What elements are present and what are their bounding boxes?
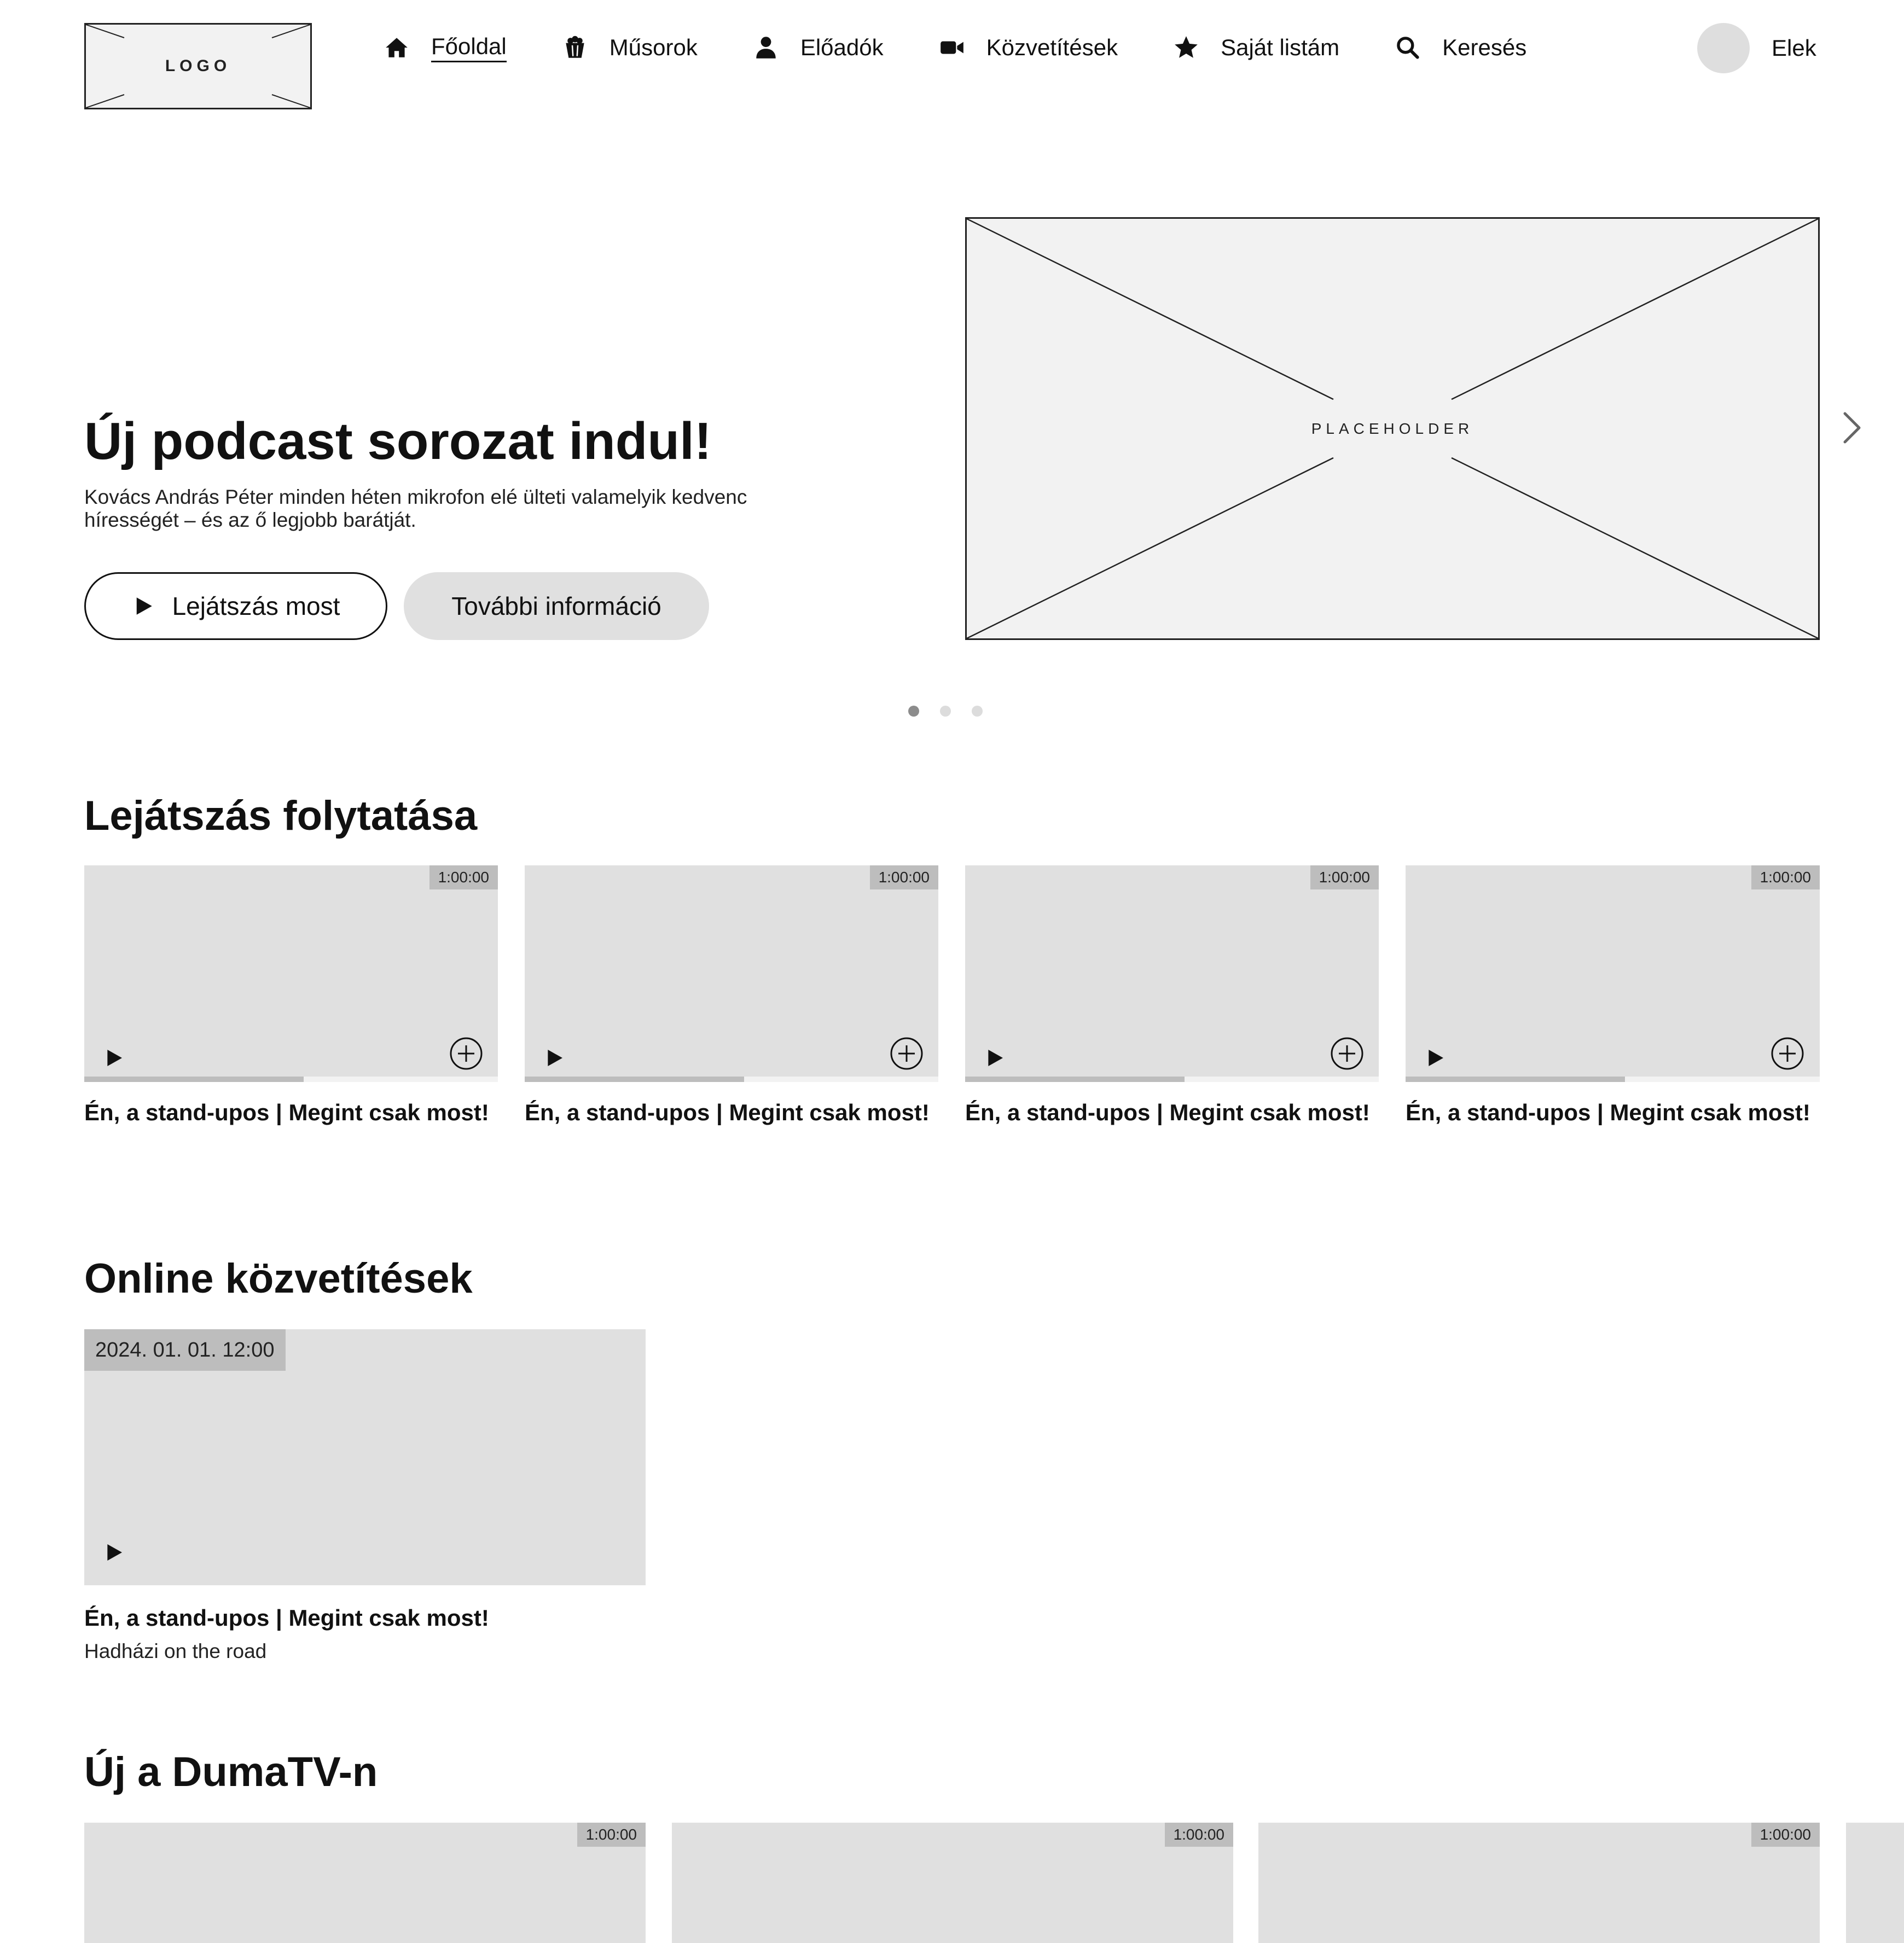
duration-badge: 1:00:00 — [1751, 865, 1820, 889]
play-icon — [132, 595, 155, 618]
continue-card-title[interactable]: Én, a stand-upos | Megint csak most! — [965, 1100, 1370, 1125]
progress-fill — [84, 1077, 304, 1082]
nav-item-search[interactable] — [1394, 34, 1526, 61]
add-to-list-icon[interactable] — [1330, 1036, 1365, 1071]
continue-card-thumbnail[interactable] — [1406, 865, 1820, 1082]
video-camera-icon — [938, 34, 966, 61]
duration-badge: 1:00:00 — [577, 1823, 646, 1847]
nav-label-performers: Előadók — [800, 34, 884, 60]
logo-text: LOGO — [165, 57, 231, 75]
nav-item-broadcasts[interactable] — [938, 34, 1118, 61]
live-card-thumbnail[interactable] — [84, 1329, 646, 1585]
play-icon[interactable] — [1424, 1047, 1446, 1069]
nav-item-home[interactable] — [383, 33, 507, 62]
hero-description: Kovács András Péter minden héten mikrofon elé ülteti valamelyik kedvenc hírességét – és az ő legjobb barátját. — [84, 486, 747, 531]
continue-card-title[interactable]: Én, a stand-upos | Megint csak most! — [84, 1100, 489, 1125]
nav-label-shows: Műsorok — [609, 34, 698, 60]
play-icon[interactable] — [984, 1047, 1006, 1069]
duration-badge: 1:00:00 — [429, 865, 498, 889]
chevron-right-icon[interactable] — [1838, 410, 1867, 445]
main-nav — [383, 31, 1526, 65]
nav-label-home: Főoldal — [431, 33, 507, 62]
carousel-dot-3[interactable] — [972, 706, 983, 717]
progress-bar — [84, 1077, 498, 1082]
live-section-title: Online közvetítések — [84, 1255, 473, 1302]
hero-title: Új podcast sorozat indul! — [84, 412, 712, 470]
nav-label-my-list: Saját listám — [1221, 34, 1340, 60]
user-menu[interactable] — [1697, 23, 1816, 73]
nav-item-shows[interactable] — [561, 34, 698, 61]
new-card-thumbnail[interactable] — [672, 1823, 1233, 1943]
nav-label-broadcasts: Közvetítések — [986, 34, 1118, 60]
play-icon[interactable] — [543, 1047, 565, 1069]
carousel-dot-2[interactable] — [940, 706, 951, 717]
hero-image-placeholder — [965, 217, 1820, 640]
play-now-button[interactable] — [84, 572, 387, 640]
duration-badge: 1:00:00 — [1751, 1823, 1820, 1847]
carousel-dot-1[interactable] — [908, 706, 919, 717]
continue-section-title: Lejátszás folytatása — [84, 793, 478, 839]
live-card-title[interactable]: Én, a stand-upos | Megint csak most! — [84, 1605, 489, 1631]
home-icon — [383, 34, 410, 61]
add-to-list-icon[interactable] — [1770, 1036, 1805, 1071]
placeholder-label: PLACEHOLDER — [1311, 420, 1474, 437]
new-section-title: Új a DumaTV-n — [84, 1749, 378, 1795]
continue-card-thumbnail[interactable] — [525, 865, 938, 1082]
progress-bar — [525, 1077, 938, 1082]
carousel-dots — [908, 706, 1003, 717]
live-card-subtitle: Hadházi on the road — [84, 1640, 267, 1662]
duration-badge: 1:00:00 — [1165, 1823, 1233, 1847]
continue-card-thumbnail[interactable] — [84, 865, 498, 1082]
duration-badge: 1:00:00 — [870, 865, 938, 889]
progress-fill — [1406, 1077, 1625, 1082]
progress-bar — [965, 1077, 1379, 1082]
nav-item-my-list[interactable] — [1172, 34, 1339, 61]
continue-card-thumbnail[interactable] — [965, 865, 1379, 1082]
popcorn-icon — [561, 34, 589, 61]
play-now-label: Lejátszás most — [172, 592, 340, 620]
continue-card-title[interactable]: Én, a stand-upos | Megint csak most! — [1406, 1100, 1810, 1125]
date-badge: 2024. 01. 01. 12:00 — [84, 1329, 286, 1371]
play-icon[interactable] — [103, 1541, 125, 1563]
add-to-list-icon[interactable] — [889, 1036, 924, 1071]
nav-label-search: Keresés — [1442, 34, 1527, 60]
duration-badge: 1:00:00 — [1310, 865, 1379, 889]
new-card-thumbnail[interactable] — [1258, 1823, 1820, 1943]
search-icon — [1394, 34, 1421, 61]
avatar[interactable] — [1697, 23, 1750, 73]
progress-fill — [525, 1077, 744, 1082]
play-icon[interactable] — [103, 1047, 125, 1069]
user-name: Elek — [1772, 35, 1816, 61]
logo[interactable] — [84, 23, 312, 109]
add-to-list-icon[interactable] — [449, 1036, 484, 1071]
star-icon — [1172, 34, 1200, 61]
nav-item-performers[interactable] — [752, 34, 884, 61]
new-card-thumbnail-partial[interactable] — [1846, 1823, 1904, 1943]
continue-card-title[interactable]: Én, a stand-upos | Megint csak most! — [525, 1100, 930, 1125]
progress-bar — [1406, 1077, 1820, 1082]
person-icon — [752, 34, 780, 61]
new-card-thumbnail[interactable] — [84, 1823, 646, 1943]
progress-fill — [965, 1077, 1185, 1082]
more-info-button[interactable]: További információ — [404, 572, 709, 640]
